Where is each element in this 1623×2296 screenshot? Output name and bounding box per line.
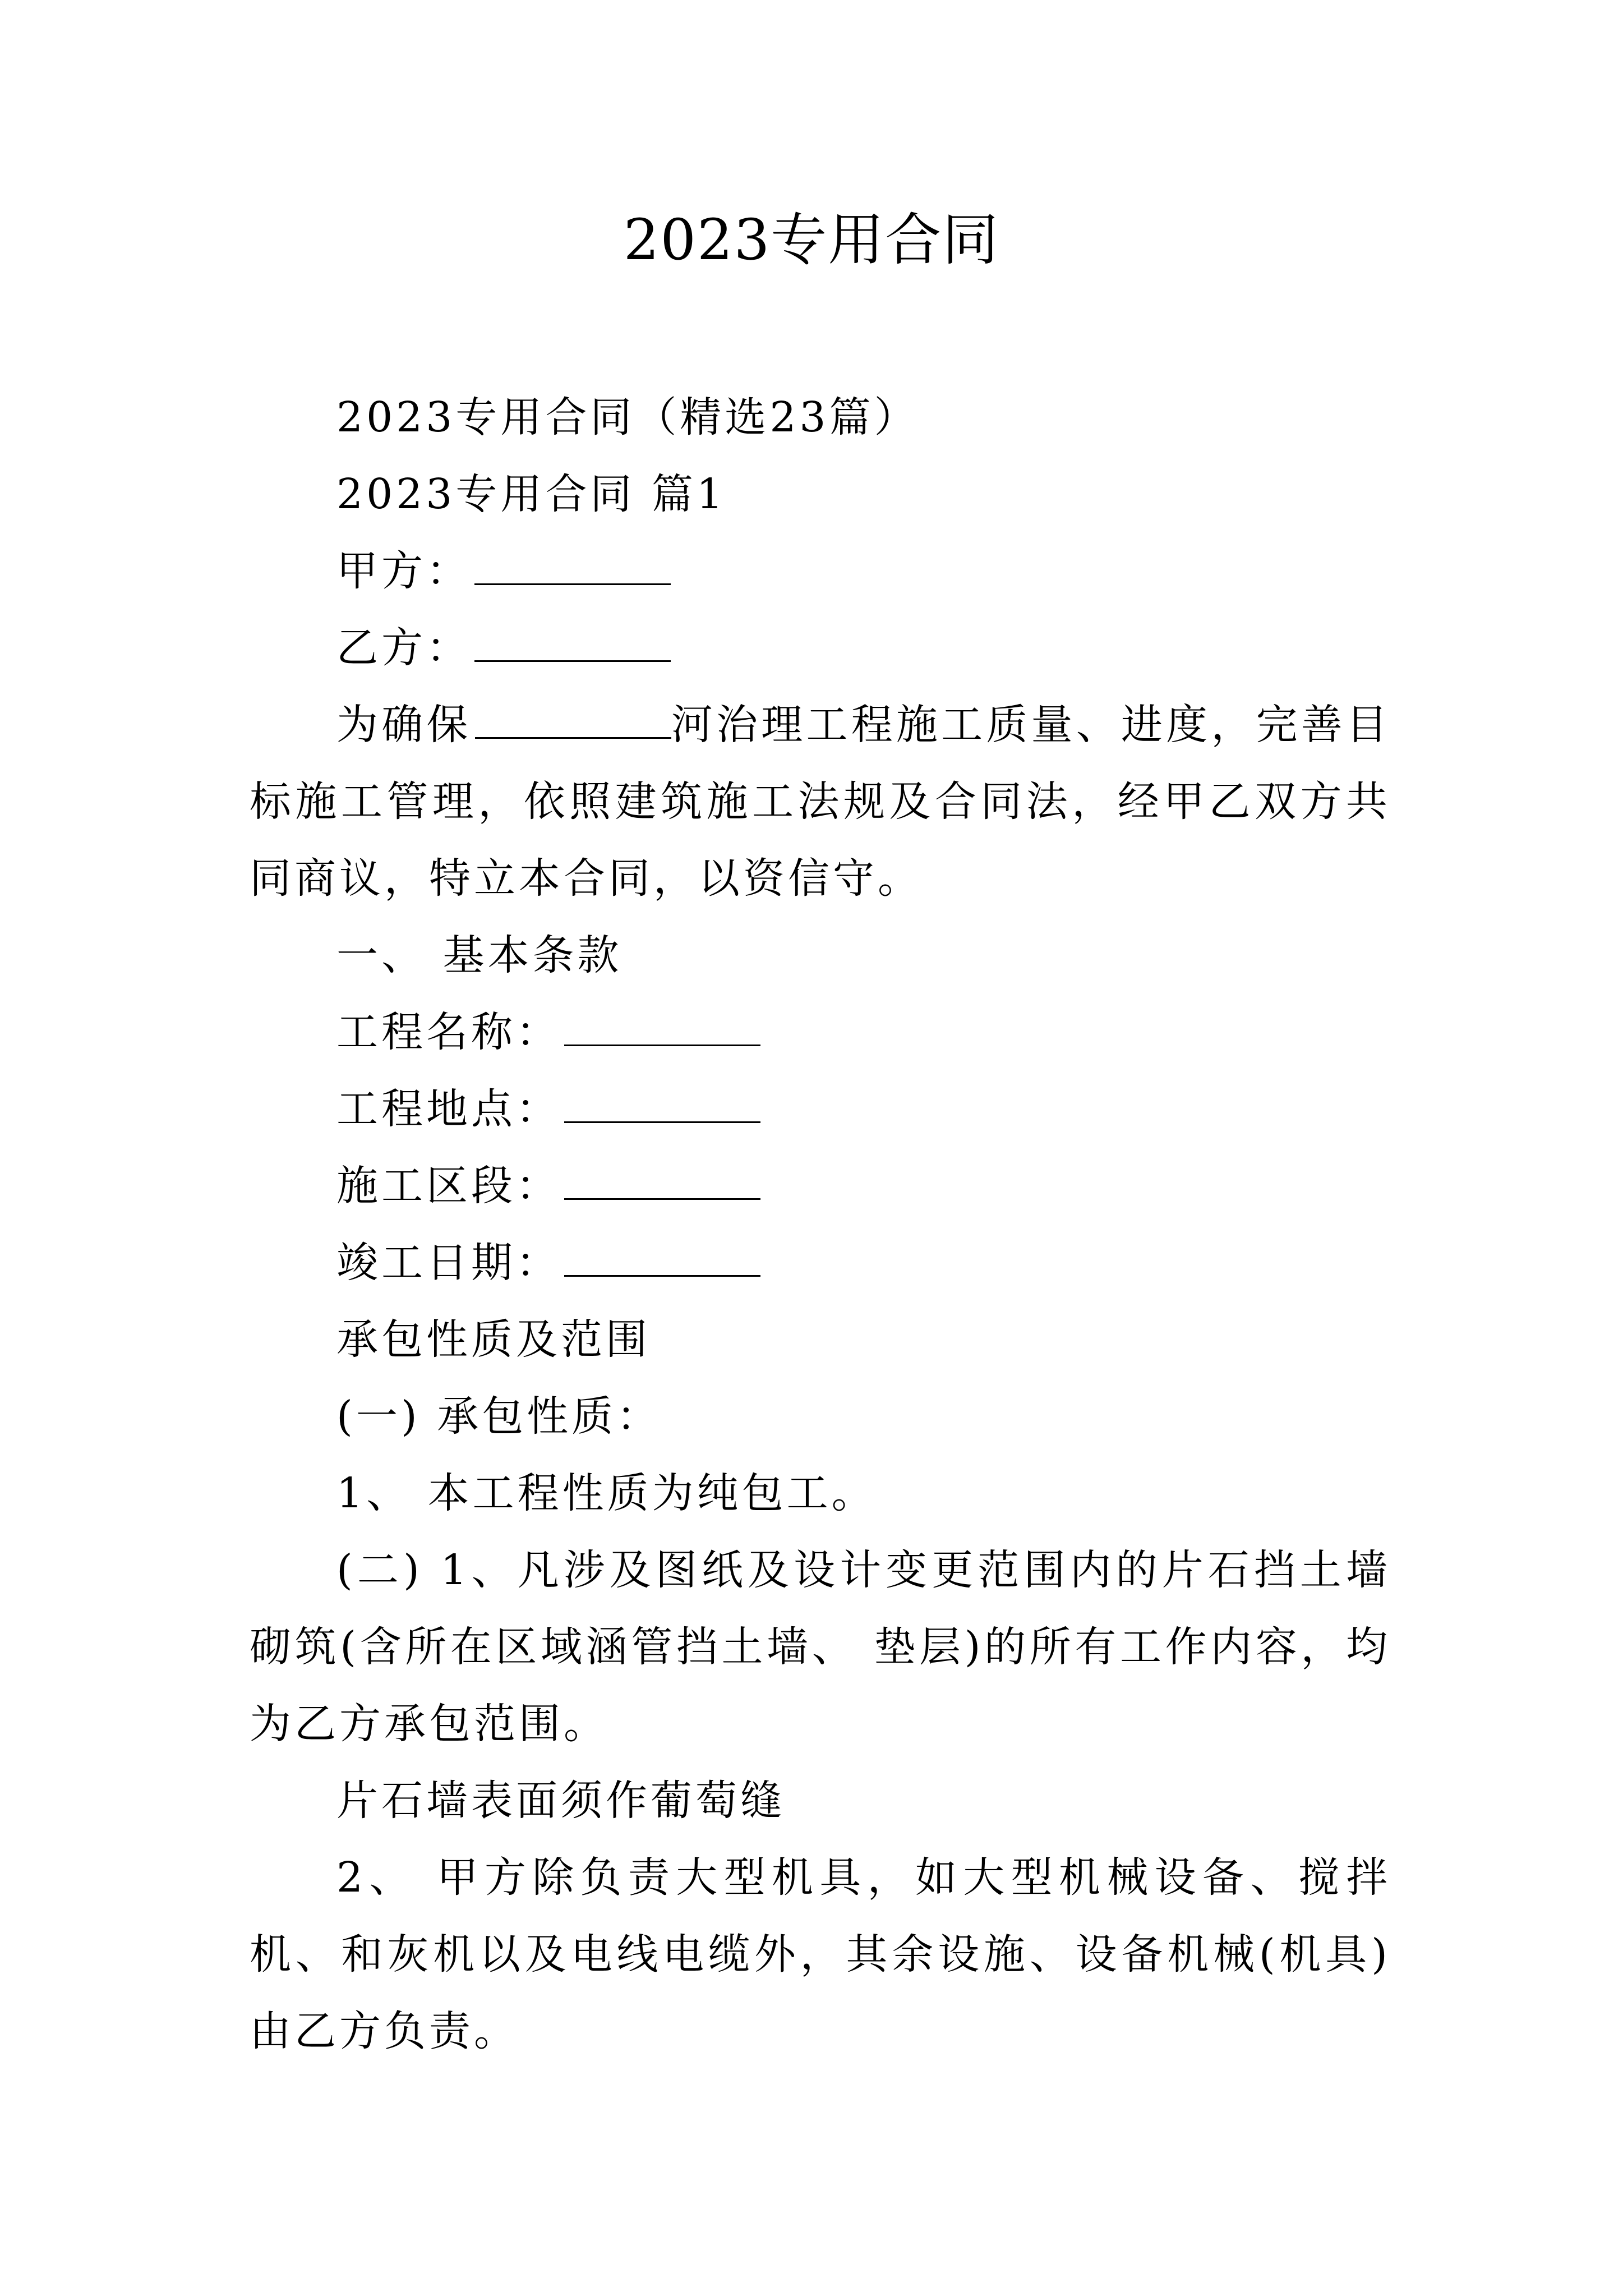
project-name-blank — [564, 1011, 760, 1046]
scope-heading — [250, 1301, 1391, 1378]
document-body — [250, 379, 1391, 2070]
party-b-line — [250, 610, 1391, 687]
stone-wall-paragraph — [250, 1763, 1391, 1839]
project-location-label: 工程地点： — [336, 1085, 561, 1133]
clause-1-paragraph — [250, 1455, 1391, 1532]
river-name-blank — [475, 703, 671, 739]
construction-section-blank — [564, 1165, 760, 1200]
clause-2-2-paragraph — [250, 1839, 1391, 2070]
party-a-line — [250, 533, 1391, 610]
basic-terms-heading — [250, 917, 1391, 994]
project-name-line — [250, 994, 1391, 1071]
completion-date-label: 竣工日期： — [336, 1239, 561, 1287]
document-title: 2023专用合同 — [623, 207, 1000, 273]
completion-date-line — [250, 1225, 1391, 1301]
scope-heading-text: 承包性质及范围 — [336, 1315, 651, 1364]
clause-2-1-paragraph — [250, 1532, 1391, 1763]
completion-date-blank — [564, 1241, 760, 1277]
construction-section-label: 施工区段： — [336, 1162, 561, 1210]
project-location-line — [250, 1071, 1391, 1148]
section-heading — [250, 456, 1391, 533]
stone-wall-text: 片石墙表面须作葡萄缝 — [336, 1777, 785, 1825]
construction-section-line — [250, 1148, 1391, 1225]
basic-terms-text: 一、 基本条款 — [336, 931, 623, 979]
subtitle-text: 2023专用合同（精选23篇） — [336, 393, 919, 441]
purpose-text-start: 为确保 — [336, 701, 472, 749]
party-b-label: 乙方： — [336, 624, 471, 672]
purpose-text-rest: 河治理工程施工质量、进度，完善目标施工管理，依照建筑施工法规及合同法，经甲乙双方共同商议，特立本合同，以资信守。 — [250, 701, 1391, 903]
contract-nature-text: (一) 承包性质： — [336, 1392, 662, 1441]
contract-nature-heading — [250, 1378, 1391, 1455]
clause-2-2-text: 2、 甲方除负责大型机具，如大型机械设备、搅拌机、和灰机以及电线电缆外，其余设施、设备机械(机具)由乙方负责。 — [250, 1853, 1391, 2055]
clause-1-text: 1、 本工程性质为纯包工。 — [336, 1469, 877, 1517]
party-a-label: 甲方： — [336, 547, 471, 595]
purpose-paragraph — [250, 687, 1391, 917]
party-b-blank — [474, 627, 671, 662]
subtitle-paragraph — [250, 379, 1391, 456]
project-location-blank — [564, 1088, 760, 1123]
section-heading-text: 2023专用合同 篇1 — [336, 470, 726, 518]
project-name-label: 工程名称： — [336, 1008, 561, 1056]
clause-2-1-text: (二) 1、凡涉及图纸及设计变更范围内的片石挡土墙砌筑(含所在区域涵管挡土墙、 垫层)的所有工作内容，均为乙方承包范围。 — [250, 1546, 1391, 1748]
party-a-blank — [474, 550, 671, 585]
